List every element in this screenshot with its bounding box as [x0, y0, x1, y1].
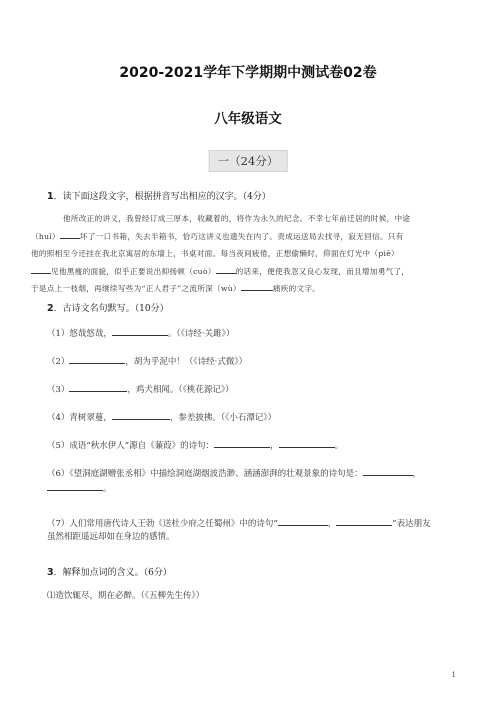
item-text: （4）青树翠蔓，	[47, 413, 112, 423]
answer-blank[interactable]	[336, 516, 392, 526]
item-text: 。	[334, 441, 344, 451]
answer-blank[interactable]	[279, 438, 335, 448]
question-2-item-6	[47, 466, 457, 496]
item-text: 。（《诗经·关雎》）	[167, 329, 235, 339]
question-text: ．古诗文名句默写。（10分）	[53, 304, 169, 314]
exam-subtitle: 八年级语文	[214, 111, 282, 127]
answer-blank[interactable]	[112, 326, 168, 336]
passage-line-4: 见他黑瘦的面貌，似乎正要说出抑扬顿（cuò）	[51, 266, 216, 276]
answer-blank[interactable]	[112, 410, 170, 420]
passage-line-1: 他所改正的讲义，我曾经订成三厚本，收藏着的，将作为永久的纪念。不幸七年前迁居的时候，中途	[63, 214, 411, 223]
question-2-item-3	[47, 382, 457, 397]
question-text: ．读下面这段文字，根据拼音写出相应的汉字。（4分）	[53, 192, 271, 202]
answer-blank[interactable]	[69, 354, 125, 364]
passage-line-5b: 痛疾的文字。	[272, 284, 321, 293]
passage-line-4b: 的话来，便使我忽又良心发现，而且增加勇气了，	[235, 266, 410, 276]
item-text: ”表达朋友	[392, 519, 431, 529]
item-text: 虽然相距遥远却如在身边的感情。	[47, 532, 175, 542]
answer-blank[interactable]	[47, 481, 103, 491]
item-text: ，鸡犬相闻。（《桃花源记》）	[127, 385, 234, 395]
item-text: ，	[327, 519, 337, 529]
question-2-item-2	[47, 354, 457, 369]
question-number: 3	[47, 567, 54, 578]
item-text: （1）悠哉悠哉，	[47, 329, 112, 339]
item-text: （7）人们常用唐代诗人王勃《送杜少府之任蜀州》中的诗句“	[47, 519, 278, 529]
question-text: ．解释加点词的含义。（6分）	[53, 568, 172, 578]
item-text: ，参差披拂。（《小石潭记》）	[169, 413, 277, 423]
question-2-item-1	[47, 326, 457, 341]
question-2-stem	[47, 302, 457, 316]
answer-blank[interactable]	[69, 382, 127, 392]
passage-line-5: 于是点上一枝烟，再继续写些为“正人君子”之流所深（wù）	[31, 284, 241, 293]
question-1-passage	[31, 210, 457, 298]
answer-blank-pie[interactable]	[31, 264, 51, 274]
question-number: 2	[47, 303, 54, 314]
answer-blank[interactable]	[363, 466, 413, 476]
answer-blank-hui[interactable]	[60, 229, 80, 239]
answer-blank-cuo[interactable]	[216, 264, 236, 274]
question-2-item-4	[47, 410, 457, 425]
answer-blank[interactable]	[278, 516, 328, 526]
question-number: 1	[47, 191, 54, 202]
item-text: （3）	[47, 385, 70, 395]
question-2-item-7	[47, 516, 457, 544]
passage-line-2: 坏了一口书箱，失去半箱书，恰巧这讲义也遗失在内了。责成运送局去找寻，寂无回信。只有	[79, 231, 404, 241]
item-text: （6）《望洞庭湖赠张丞相》中描绘洞庭湖烟波浩渺、涵涵澎湃的壮观景象的诗句是：	[47, 469, 363, 479]
page-number: 1	[451, 671, 456, 679]
item-text: ，	[270, 441, 279, 451]
passage-line-3: 他的照相至今还挂在我北京寓居的东墙上，书桌对面。每当夜间疲倦，正想偷懒时，仰面在灯光中（piē）	[31, 249, 399, 258]
section-heading: 一（24分）	[209, 150, 288, 172]
question-1-stem	[47, 190, 457, 204]
item-text: 。	[103, 484, 112, 494]
item-text: ，胡为乎泥中！（《诗经·式微》）	[125, 357, 248, 367]
exam-title: 2020-2021学年下学期期中测试卷02卷	[119, 65, 377, 81]
item-text: （2）	[47, 357, 70, 367]
answer-blank[interactable]	[214, 438, 270, 448]
question-3-item-1: ⑴造饮辄尽，期在必醉。（《五柳先生传》）	[47, 591, 205, 601]
item-text: （5）成语“秋水伊人”源自《蒹葭》的诗句：	[47, 441, 215, 451]
question-2-item-5	[47, 438, 457, 453]
item-text: ，	[412, 469, 422, 479]
answer-blank-wu[interactable]	[241, 281, 273, 291]
question-3-stem	[47, 566, 457, 580]
pinyin-hui: （huǐ）	[31, 231, 60, 241]
